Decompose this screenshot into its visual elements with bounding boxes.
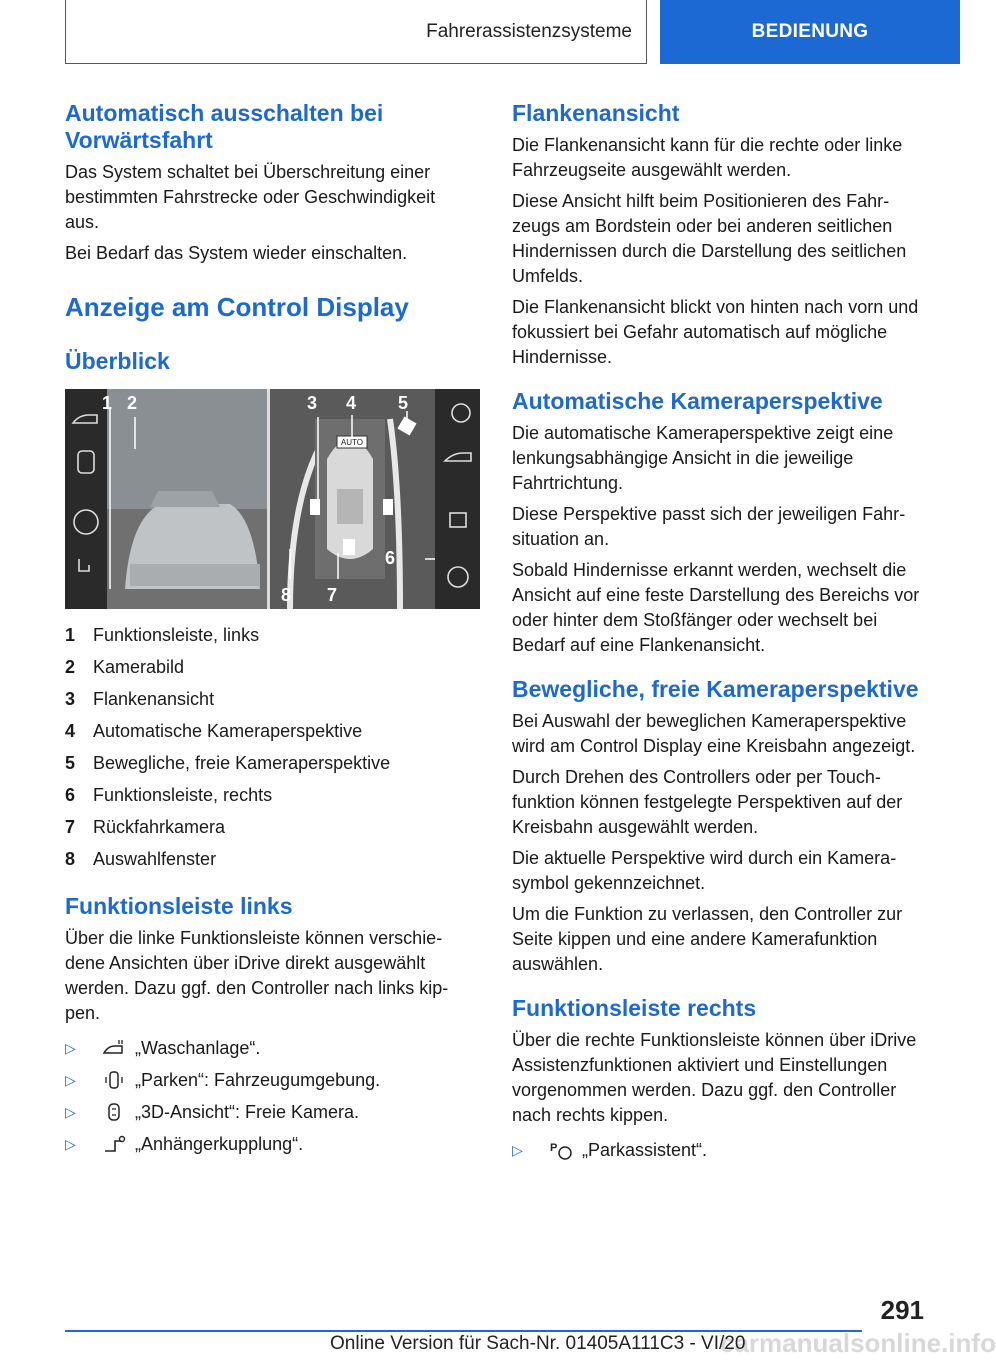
header-chapter-title: BEDIENUNG <box>751 21 869 42</box>
heading-free-perspective: Bewegliche, freie Kameraperspektive <box>512 676 919 702</box>
callout-2: 2 <box>127 393 138 413</box>
list-item <box>65 1096 470 1128</box>
legend-item <box>65 843 470 875</box>
legend-text: Kamerabild <box>93 657 185 677</box>
list-item <box>65 1032 470 1064</box>
left-column <box>65 100 470 1160</box>
callout-1: 1 <box>102 393 113 413</box>
parking-assistant-icon <box>548 1139 574 1161</box>
legend-text: Auswahlfenster <box>93 849 217 869</box>
legend-item <box>65 715 470 747</box>
bullet-triangle-icon: ▷ <box>65 1072 76 1088</box>
option-label: „Anhängerkupplung“. <box>135 1134 304 1154</box>
legend-number: 4 <box>65 721 76 741</box>
left-bar-options <box>65 1032 470 1160</box>
camera-display-illustration <box>65 389 480 609</box>
callout-8: 8 <box>281 585 292 605</box>
option-label: „Waschanlage“. <box>135 1038 261 1058</box>
list-item <box>512 1134 924 1166</box>
callout-5: 5 <box>398 393 409 413</box>
paragraph-auto-persp-3: Sobald Hindernisse erkannt werden, wechselt die Ansicht auf eine feste Darstellung des Bereichs vor oder hinter dem Stoßfänger oder wechselt bei Bedarf auf eine Flankenansicht. <box>512 560 920 655</box>
heading-flank-view: Flankenansicht <box>512 100 680 126</box>
option-label: „Parkassistent“. <box>582 1140 708 1160</box>
legend-text: Flankenansicht <box>93 689 215 709</box>
list-item <box>65 1064 470 1096</box>
paragraph-free-2: Durch Drehen des Controllers oder per Touchfunktion können festgelegte Perspektiven auf der Kreisbahn ausgewählt werden. <box>512 767 903 837</box>
paragraph-flank-3: Die Flankenansicht blickt von hinten nach vorn und fokussiert bei Gefahr automatisch auf mögliche Hindernisse. <box>512 297 919 367</box>
heading-left-bar: Funktionsleiste links <box>65 893 293 919</box>
parking-surroundings-icon <box>101 1069 127 1091</box>
heading-overview: Überblick <box>65 348 170 374</box>
svg-text:P: P <box>550 1142 558 1154</box>
paragraph-free-4: Um die Funktion zu verlassen, den Controller zur Seite kippen und eine andere Kamerafunktion auswählen. <box>512 904 903 974</box>
callout-3: 3 <box>307 393 318 413</box>
header-chapter-tab <box>660 0 960 64</box>
legend-number: 3 <box>65 689 76 709</box>
legend-text: Funktionsleiste, rechts <box>93 785 273 805</box>
paragraph-right-bar: Über die rechte Funktionsleiste können über iDrive Assistenzfunktionen aktiviert und Einstellungen vorgenommen werden. Dazu ggf. den Controller nach rechts kippen. <box>512 1030 917 1125</box>
paragraph-auto-off-2: Bei Bedarf das System wieder einschalten. <box>65 243 408 263</box>
legend-item <box>65 747 470 779</box>
bullet-triangle-icon: ▷ <box>65 1104 76 1120</box>
paragraph-free-1: Bei Auswahl der beweglichen Kameraperspektive wird am Control Display eine Kreisbahn angezeigt. <box>512 711 916 756</box>
car-wash-icon <box>101 1037 127 1059</box>
right-column <box>512 100 924 1166</box>
paragraph-flank-1: Die Flankenansicht kann für die rechte oder linke Fahrzeugseite ausgewählt werden. <box>512 135 903 180</box>
auto-label-svg: AUTO <box>340 438 364 447</box>
legend-number: 2 <box>65 657 76 677</box>
paragraph-free-3: Die aktuelle Perspektive wird durch ein Kamerasymbol gekennzeichnet. <box>512 848 897 893</box>
right-bar-options <box>512 1134 924 1166</box>
bullet-triangle-icon: ▷ <box>65 1040 76 1056</box>
callout-6: 6 <box>385 548 396 568</box>
figure-legend <box>65 619 470 875</box>
legend-item <box>65 779 470 811</box>
legend-item <box>65 811 470 843</box>
legend-text: Rückfahrkamera <box>93 817 226 837</box>
header-section-tab <box>65 0 647 64</box>
legend-number: 5 <box>65 753 76 773</box>
option-label: „Parken“: Fahrzeugumgebung. <box>135 1070 381 1090</box>
heading-right-bar: Funktionsleiste rechts <box>512 995 757 1021</box>
trailer-hitch-icon <box>101 1133 127 1155</box>
paragraph-flank-2: Diese Ansicht hilft beim Positionieren des Fahrzeugs am Bordstein oder bei anderen seitlichen Hindernissen durch die Darstellung des seitlichen Umfelds. <box>512 191 907 286</box>
header-section-title: Fahrerassistenzsysteme <box>426 20 632 42</box>
legend-item <box>65 683 470 715</box>
callout-7: 7 <box>327 585 338 605</box>
legend-number: 7 <box>65 817 76 837</box>
legend-item <box>65 651 470 683</box>
heading-auto-off: Automatisch ausschalten bei Vorwärtsfahrt <box>65 100 384 153</box>
paragraph-left-bar: Über die linke Funktionsleiste können verschiedene Ansichten über iDrive direkt ausgewählt werden. Dazu ggf. den Controller nach links kippen. <box>65 928 449 1023</box>
watermark: carmanualsonline.info <box>720 1328 996 1358</box>
page-number: 291 <box>880 1295 924 1325</box>
online-version-note: Online Version für Sach-Nr. 01405A111C3 - VI/20 <box>330 1333 746 1354</box>
legend-text: Funktionsleiste, links <box>93 625 260 645</box>
heading-auto-perspective: Automatische Kameraperspektive <box>512 388 883 414</box>
heading-control-display: Anzeige am Control Display <box>65 292 409 322</box>
option-label: „3D-Ansicht“: Freie Kamera. <box>135 1102 360 1122</box>
list-item <box>65 1128 470 1160</box>
legend-text: Bewegliche, freie Kameraperspektive <box>93 753 391 773</box>
legend-text: Automatische Kameraperspektive <box>93 721 363 741</box>
legend-number: 6 <box>65 785 76 805</box>
paragraph-auto-off-1: Das System schaltet bei Überschreitung einer bestimmten Fahrstrecke oder Geschwindigkeit aus. <box>65 162 436 232</box>
paragraph-auto-persp-2: Diese Perspektive passt sich der jeweiligen Fahrsituation an. <box>512 504 906 549</box>
callout-4: 4 <box>346 393 357 413</box>
legend-number: 8 <box>65 849 76 869</box>
bullet-triangle-icon: ▷ <box>512 1142 523 1158</box>
camera-display-figure <box>65 389 480 609</box>
paragraph-auto-persp-1: Die automatische Kameraperspektive zeigt eine lenkungsabhängige Ansicht in die jeweilige Fahrtrichtung. <box>512 423 894 493</box>
3d-view-icon <box>101 1101 127 1123</box>
legend-item <box>65 619 470 651</box>
legend-number: 1 <box>65 625 76 645</box>
bullet-triangle-icon: ▷ <box>65 1136 76 1152</box>
left-function-bar <box>65 389 107 609</box>
